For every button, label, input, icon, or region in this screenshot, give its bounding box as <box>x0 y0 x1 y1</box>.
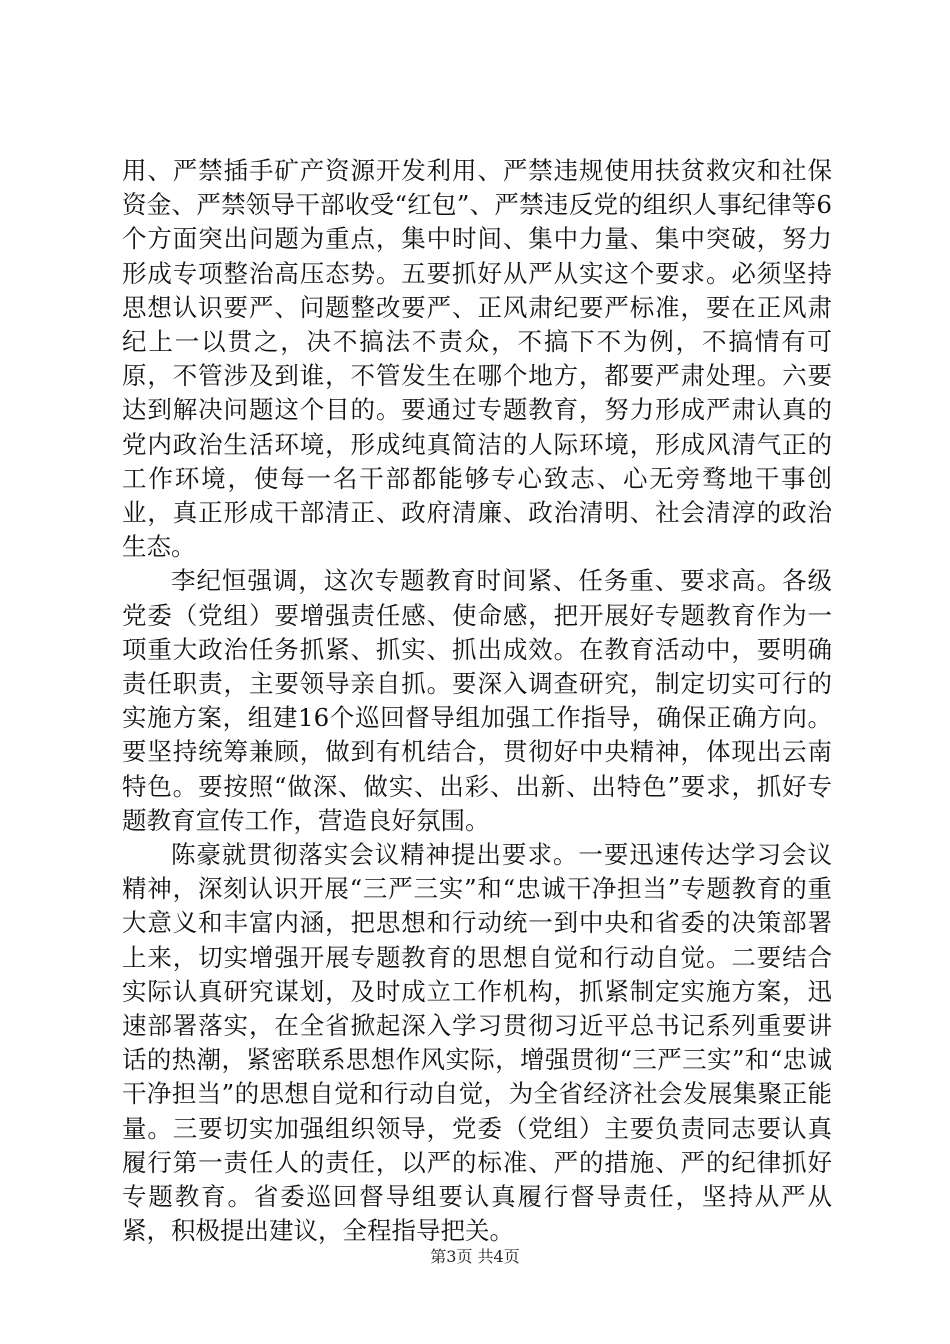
page-number-footer: 第3页 共4页 <box>430 1247 520 1266</box>
document-body <box>122 154 832 1249</box>
paragraph-li-jiheng: 李纪恒强调，这次专题教育时间紧、任务重、要求高。各级党委（党组）要增强责任感、使命感，把开展好专题教育作为一项重大政治任务抓紧、抓实、抓出成效。在教育活动中，要明确责任职责，主要领导亲自抓。要深入调查研究，制定切实可行的实施方案，组建16个巡回督导组加强工作指导，确保正确方向。要坚持统筹兼顾，做到有机结合，贯彻好中央精神，体现出云南特色。要按照“做深、做实、出彩、出新、出特色”要求，抓好专题教育宣传工作，营造良好氛围。 <box>122 566 832 835</box>
paragraph-chen-hao: 陈豪就贯彻落实会议精神提出要求。一要迅速传达学习会议精神，深刻认识开展“三严三实”和“忠诚干净担当”专题教育的重大意义和丰富内涵，把思想和行动统一到中央和省委的决策部署上来，切实增强开展专题教育的思想自觉和行动自觉。二要结合实际认真研究谋划，及时成立工作机构，抓紧制定实施方案，迅速部署落实，在全省掀起深入学习贯彻习近平总书记系列重要讲话的热潮，紧密联系思想作风实际，增强贯彻“三严三实”和“忠诚干净担当”的思想自觉和行动自觉，为全省经济社会发展集聚正能量。三要切实加强组织领导，党委（党组）主要负责同志要认真履行第一责任人的责任，以严的标准、严的措施、严的纪律抓好专题教育。省委巡回督导组要认真履行督导责任，坚持从严从紧，积极提出建议，全程指导把关。 <box>122 840 832 1246</box>
paragraph-continuation: 用、严禁插手矿产资源开发利用、严禁违规使用扶贫救灾和社保资金、严禁领导干部收受“红包”、严禁违反党的组织人事纪律等6个方面突出问题为重点，集中时间、集中力量、集中突破，努力形成专项整治高压态势。五要抓好从严从实这个要求。必须坚持思想认识要严、问题整改要严、正风肃纪要严标准，要在正风肃纪上一以贯之，决不搞法不责众，不搞下不为例，不搞情有可原，不管涉及到谁，不管发生在哪个地方，都要严肃处理。六要达到解决问题这个目的。要通过专题教育，努力形成严肃认真的党内政治生活环境，形成纯真简洁的人际环境，形成风清气正的工作环境，使每一名干部都能够专心致志、心无旁骛地干事创业，真正形成干部清正、政府清廉、政治清明、社会清淳的政治生态。 <box>122 156 832 562</box>
